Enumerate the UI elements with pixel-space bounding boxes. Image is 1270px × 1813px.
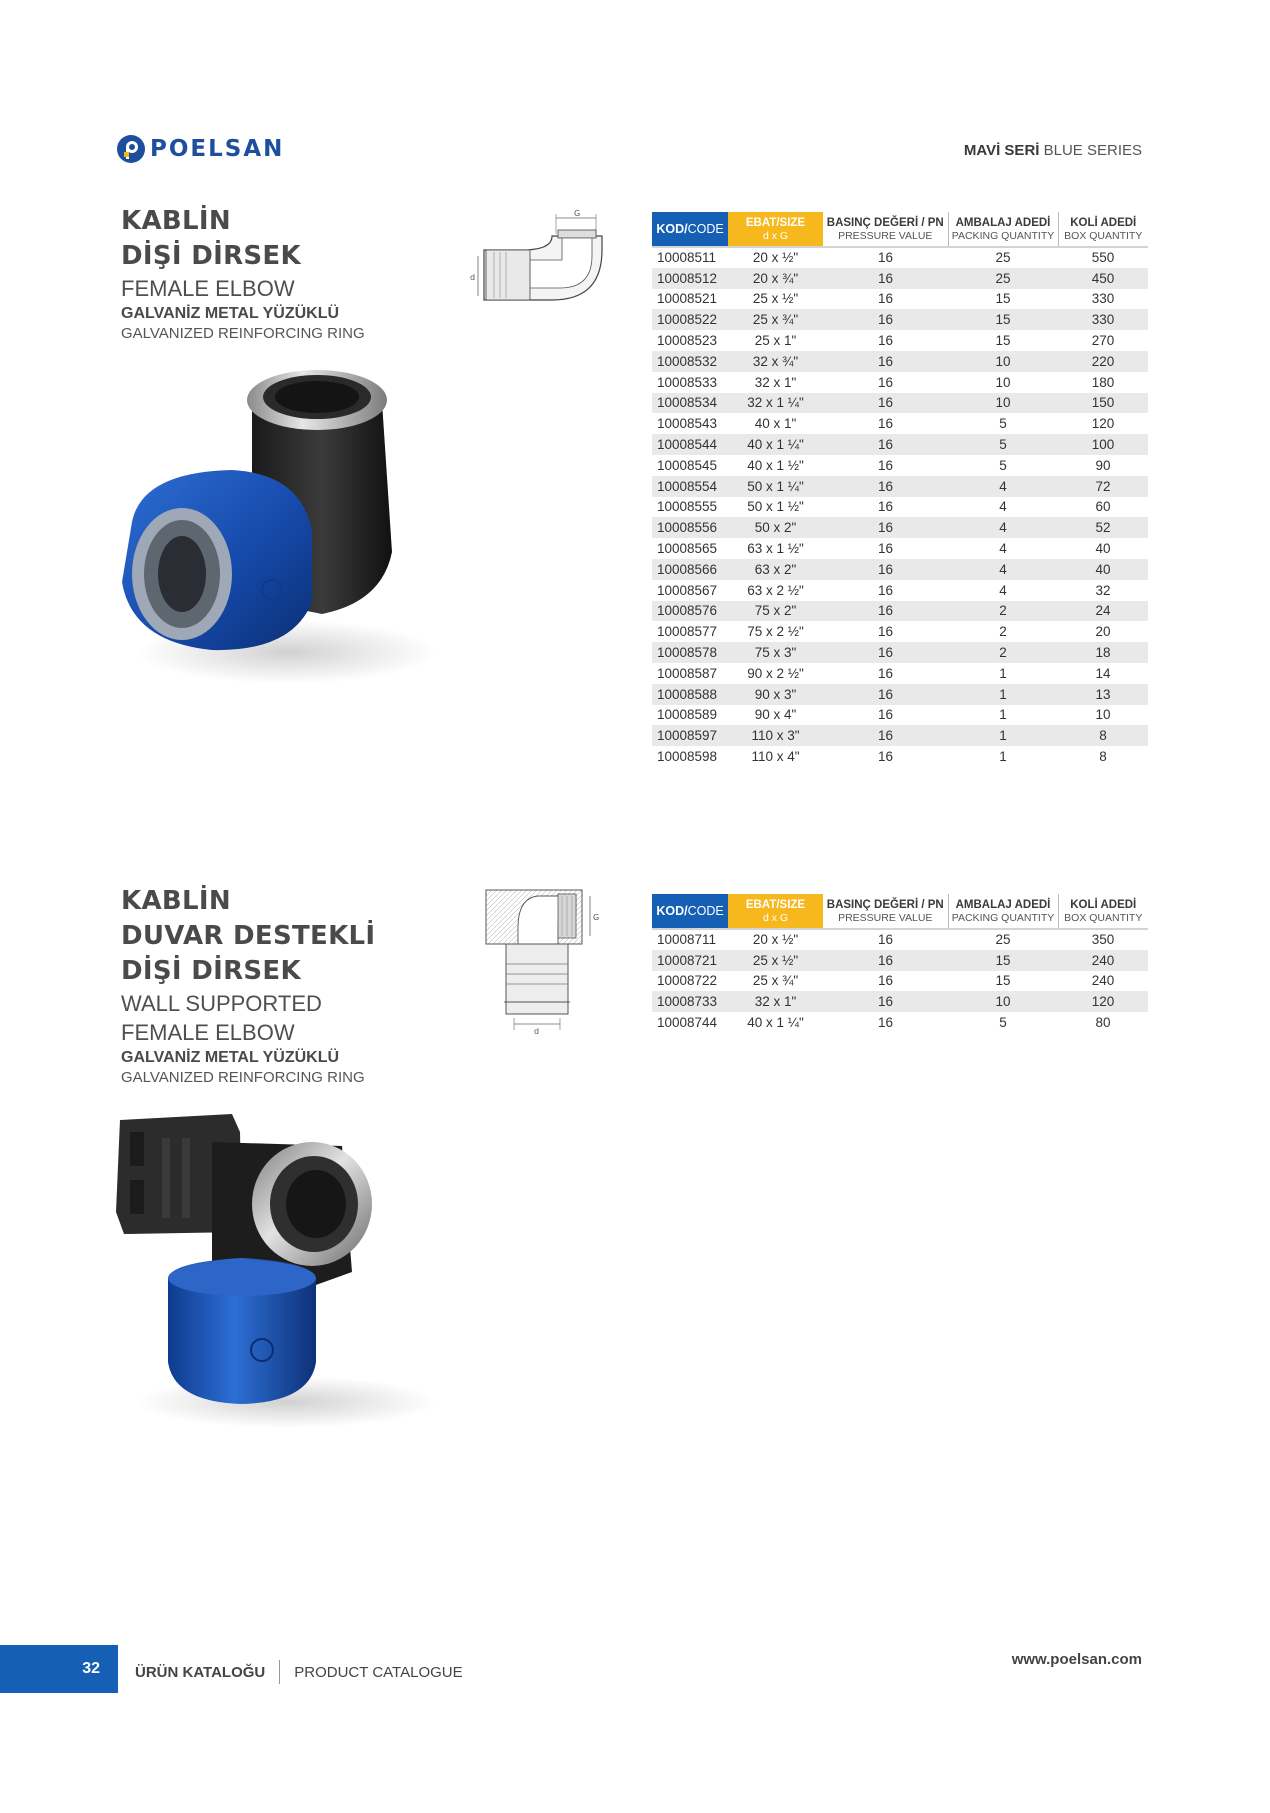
cell-code: 10008555 xyxy=(657,499,718,515)
cell-packing: 15 xyxy=(995,333,1011,349)
cell-pressure: 16 xyxy=(823,434,948,455)
cell-box: 52 xyxy=(1058,517,1148,538)
cell-packing: 1 xyxy=(999,707,1007,723)
cell-packing: 25 xyxy=(948,268,1058,289)
cell-size: 75 x 3" xyxy=(728,642,823,663)
cell-packing: 25 xyxy=(995,932,1011,948)
table-row xyxy=(652,309,1148,330)
cell-box: 40 xyxy=(1058,559,1148,580)
cell-box: 550 xyxy=(1091,250,1115,266)
cell-code: 10008533 xyxy=(657,374,718,390)
cell-size: 20 x ½" xyxy=(752,250,799,266)
cell-code: 10008576 xyxy=(652,601,728,622)
cell-packing: 4 xyxy=(948,476,1058,497)
section1-product-image xyxy=(112,352,442,692)
col-header-box: KOLİ ADEDİ BOX QUANTITY xyxy=(1058,894,1148,929)
col-header-packing: AMBALAJ ADEDİ PACKING QUANTITY xyxy=(948,894,1058,929)
cell-size: 25 x ¾" xyxy=(752,973,799,989)
cell-packing: 4 xyxy=(999,499,1007,515)
col-header-packing: AMBALAJ ADEDİ PACKING QUANTITY xyxy=(948,212,1058,247)
cell-packing: 1 xyxy=(999,749,1007,765)
table-row xyxy=(652,372,1148,393)
cell-box: 150 xyxy=(1058,393,1148,414)
cell-code: 10008523 xyxy=(657,333,718,349)
cell-code: 10008521 xyxy=(657,291,718,307)
section2-title-3: DİŞİ DİRSEK xyxy=(121,956,301,986)
table-row xyxy=(652,684,1148,705)
table-row xyxy=(652,725,1148,746)
cell-packing: 10 xyxy=(995,374,1011,390)
table-row xyxy=(652,289,1148,310)
cell-packing: 2 xyxy=(999,624,1007,640)
cell-size: 32 x 1" xyxy=(728,991,823,1012)
cell-box: 450 xyxy=(1058,268,1148,289)
cell-code: 10008556 xyxy=(652,517,728,538)
table-row xyxy=(652,476,1148,497)
catalogue-en: PRODUCT CATALOGUE xyxy=(294,1663,463,1681)
cell-box: 13 xyxy=(1058,684,1148,705)
cell-pressure: 16 xyxy=(877,291,894,307)
section1-title-2: DİŞİ DİRSEK xyxy=(121,241,301,271)
cell-size: 63 x 2" xyxy=(728,559,823,580)
cell-code: 10008588 xyxy=(652,684,728,705)
brand-name: POELSAN xyxy=(150,136,285,162)
table-row xyxy=(652,455,1148,476)
col-header-ebat: EBAT/SIZE d x G xyxy=(728,212,823,247)
table-row xyxy=(652,580,1148,601)
footer-catalogue xyxy=(135,1660,463,1684)
drawing1-g-label: G xyxy=(574,210,581,218)
website-link[interactable]: www.poelsan.com xyxy=(1011,1651,1142,1668)
table-row xyxy=(652,247,1148,268)
cell-size: 50 x 1 ¼" xyxy=(728,476,823,497)
cell-pressure: 16 xyxy=(877,665,894,681)
cell-size: 75 x 2" xyxy=(728,601,823,622)
cell-size: 40 x 1 ¼" xyxy=(747,1015,804,1031)
cell-packing: 10 xyxy=(948,991,1058,1012)
cell-code: 10008512 xyxy=(652,268,728,289)
cell-packing: 15 xyxy=(948,950,1058,971)
cell-pressure: 16 xyxy=(823,991,948,1012)
table-row xyxy=(652,351,1148,372)
section2-sub-en: GALVANIZED REINFORCING RING xyxy=(121,1069,365,1086)
cell-pressure: 16 xyxy=(877,499,894,515)
drawing2-d-label: d xyxy=(534,1027,540,1034)
cell-packing: 4 xyxy=(948,517,1058,538)
cell-code: 10008733 xyxy=(652,991,728,1012)
cell-pressure: 16 xyxy=(877,1015,894,1031)
table-row xyxy=(652,330,1148,351)
cell-pressure: 16 xyxy=(823,393,948,414)
table-row xyxy=(652,746,1148,767)
section2-sub-tr: GALVANİZ METAL YÜZÜKLÜ xyxy=(121,1049,340,1066)
cell-pressure: 16 xyxy=(877,932,894,948)
cell-code: 10008545 xyxy=(657,457,718,473)
table-row xyxy=(652,1012,1148,1033)
cell-box: 270 xyxy=(1091,333,1115,349)
table-row xyxy=(652,621,1148,642)
section1-title-en: FEMALE ELBOW xyxy=(121,276,295,301)
cell-size: 75 x 2 ½" xyxy=(747,624,804,640)
catalogue-tr: ÜRÜN KATALOĞU xyxy=(135,1663,266,1681)
cell-code: 10008744 xyxy=(657,1015,718,1031)
drawing2-g-label: G xyxy=(593,913,600,922)
cell-box: 350 xyxy=(1091,932,1115,948)
cell-size: 20 x ½" xyxy=(752,932,799,948)
section2-title-en-1: WALL SUPPORTED xyxy=(121,991,322,1016)
cell-pressure: 16 xyxy=(877,541,894,557)
cell-box: 24 xyxy=(1058,601,1148,622)
cell-box: 220 xyxy=(1058,351,1148,372)
cell-size: 40 x 1 ½" xyxy=(747,457,804,473)
cell-size: 25 x ½" xyxy=(728,950,823,971)
cell-code: 10008578 xyxy=(652,642,728,663)
section2-title-1: KABLİN xyxy=(121,886,231,916)
table-row xyxy=(652,991,1148,1012)
cell-pressure: 16 xyxy=(877,416,894,432)
section2-title-en-2: FEMALE ELBOW xyxy=(121,1020,295,1045)
section2-product-image xyxy=(112,1112,442,1430)
cell-packing: 2 xyxy=(948,601,1058,622)
cell-packing: 15 xyxy=(948,309,1058,330)
cell-code: 10008554 xyxy=(652,476,728,497)
drawing1-d-label: d xyxy=(470,273,476,282)
poelsan-logo-icon xyxy=(116,134,146,164)
cell-packing: 2 xyxy=(948,642,1058,663)
brand-logo xyxy=(116,134,284,164)
cell-code: 10008511 xyxy=(657,250,717,266)
cell-code: 10008589 xyxy=(657,707,718,723)
table-row xyxy=(652,268,1148,289)
cell-code: 10008598 xyxy=(657,749,718,765)
cell-pressure: 16 xyxy=(823,476,948,497)
cell-box: 40 xyxy=(1095,541,1111,557)
table-row xyxy=(652,950,1148,971)
cell-size: 32 x 1 ¼" xyxy=(728,393,823,414)
cell-pressure: 16 xyxy=(877,457,894,473)
table-row xyxy=(652,705,1148,726)
cell-box: 90 xyxy=(1095,457,1111,473)
cell-size: 110 x 4" xyxy=(751,749,800,765)
cell-code: 10008565 xyxy=(657,541,718,557)
cell-packing: 5 xyxy=(999,416,1007,432)
cell-size: 63 x 2 ½" xyxy=(747,582,804,598)
cell-packing: 15 xyxy=(995,291,1011,307)
cell-packing: 5 xyxy=(999,457,1007,473)
cell-pressure: 16 xyxy=(823,559,948,580)
table-row xyxy=(652,663,1148,684)
section1-sub-tr: GALVANİZ METAL YÜZÜKLÜ xyxy=(121,305,340,322)
cell-pressure: 16 xyxy=(877,749,894,765)
table-row xyxy=(652,497,1148,518)
cell-pressure: 16 xyxy=(823,684,948,705)
cell-box: 8 xyxy=(1099,749,1107,765)
cell-pressure: 16 xyxy=(823,309,948,330)
table-row xyxy=(652,434,1148,455)
cell-packing: 1 xyxy=(948,725,1058,746)
cell-packing: 1 xyxy=(948,684,1058,705)
cell-size: 32 x 1" xyxy=(754,374,797,390)
cell-box: 120 xyxy=(1058,991,1148,1012)
cell-box: 20 xyxy=(1095,624,1111,640)
cell-box: 240 xyxy=(1058,950,1148,971)
section2-titles xyxy=(121,884,375,1088)
cell-code: 10008711 xyxy=(657,932,717,948)
series-en: BLUE SERIES xyxy=(1043,142,1142,159)
cell-box: 240 xyxy=(1091,973,1115,989)
cell-pressure: 16 xyxy=(823,725,948,746)
cell-pressure: 16 xyxy=(823,517,948,538)
cell-pressure: 16 xyxy=(877,333,894,349)
col-header-kod: KOD/CODE xyxy=(652,212,728,247)
cell-packing: 15 xyxy=(995,973,1011,989)
cell-code: 10008566 xyxy=(652,559,728,580)
cell-pressure: 16 xyxy=(823,950,948,971)
section2-product-table xyxy=(652,894,1148,1033)
table-row xyxy=(652,601,1148,622)
col-header-pn: BASINÇ DEĞERİ / PN PRESSURE VALUE xyxy=(823,894,948,929)
table-row xyxy=(652,642,1148,663)
section2-title-2: DUVAR DESTEKLİ xyxy=(121,921,376,951)
cell-code: 10008722 xyxy=(657,973,718,989)
page-number: 32 xyxy=(0,1645,118,1693)
cell-size: 90 x 4" xyxy=(754,707,797,723)
table-row xyxy=(652,413,1148,434)
cell-pressure: 16 xyxy=(877,250,894,266)
cell-code: 10008587 xyxy=(657,665,718,681)
footer-divider xyxy=(279,1660,280,1684)
section1-product-table xyxy=(652,212,1148,767)
table-row xyxy=(652,559,1148,580)
series-tr: MAVİ SERİ xyxy=(963,142,1040,159)
col-header-kod: KOD/CODE xyxy=(652,894,728,929)
cell-code: 10008543 xyxy=(657,416,718,432)
cell-packing: 5 xyxy=(948,434,1058,455)
cell-pressure: 16 xyxy=(877,973,894,989)
cell-box: 10 xyxy=(1095,707,1111,723)
cell-size: 25 x 1" xyxy=(754,333,797,349)
section1-titles xyxy=(121,204,365,344)
cell-size: 90 x 2 ½" xyxy=(747,665,804,681)
table-header-row xyxy=(652,894,1148,929)
cell-pressure: 16 xyxy=(877,707,894,723)
table-row xyxy=(652,517,1148,538)
cell-pressure: 16 xyxy=(877,582,894,598)
cell-packing: 10 xyxy=(948,393,1058,414)
cell-pressure: 16 xyxy=(823,642,948,663)
cell-box: 60 xyxy=(1095,499,1111,515)
cell-code: 10008567 xyxy=(657,582,718,598)
cell-box: 8 xyxy=(1058,725,1148,746)
cell-box: 80 xyxy=(1095,1015,1111,1031)
section1-sub-en: GALVANIZED REINFORCING RING xyxy=(121,325,365,342)
cell-size: 50 x 1 ½" xyxy=(747,499,804,515)
cell-box: 120 xyxy=(1091,416,1115,432)
cell-code: 10008544 xyxy=(652,434,728,455)
section2-technical-drawing xyxy=(478,884,604,1034)
cell-size: 50 x 2" xyxy=(728,517,823,538)
cell-size: 40 x 1 ¼" xyxy=(728,434,823,455)
cell-packing: 5 xyxy=(999,1015,1007,1031)
cell-box: 330 xyxy=(1058,309,1148,330)
table-row xyxy=(652,538,1148,559)
cell-code: 10008577 xyxy=(657,624,718,640)
cell-box: 32 xyxy=(1095,582,1111,598)
cell-box: 100 xyxy=(1058,434,1148,455)
cell-size: 110 x 3" xyxy=(728,725,823,746)
section1-title-1: KABLİN xyxy=(121,206,231,236)
cell-packing: 4 xyxy=(999,582,1007,598)
cell-code: 10008597 xyxy=(652,725,728,746)
cell-size: 25 x ¾" xyxy=(728,309,823,330)
table-row xyxy=(652,929,1148,950)
section1-technical-drawing xyxy=(466,210,608,314)
col-header-ebat: EBAT/SIZE d x G xyxy=(728,894,823,929)
cell-size: 32 x ¾" xyxy=(728,351,823,372)
cell-size: 20 x ¾" xyxy=(728,268,823,289)
table-header-row xyxy=(652,212,1148,247)
cell-packing: 4 xyxy=(999,541,1007,557)
cell-packing: 25 xyxy=(995,250,1011,266)
cell-size: 25 x ½" xyxy=(752,291,799,307)
cell-pressure: 16 xyxy=(823,351,948,372)
cell-size: 40 x 1" xyxy=(754,416,797,432)
cell-code: 10008532 xyxy=(652,351,728,372)
cell-size: 90 x 3" xyxy=(728,684,823,705)
cell-pressure: 16 xyxy=(823,268,948,289)
cell-code: 10008534 xyxy=(652,393,728,414)
cell-packing: 4 xyxy=(948,559,1058,580)
cell-box: 14 xyxy=(1095,665,1111,681)
cell-packing: 10 xyxy=(948,351,1058,372)
cell-size: 63 x 1 ½" xyxy=(747,541,804,557)
cell-pressure: 16 xyxy=(823,601,948,622)
col-header-pn: BASINÇ DEĞERİ / PN PRESSURE VALUE xyxy=(823,212,948,247)
cell-code: 10008522 xyxy=(652,309,728,330)
cell-box: 72 xyxy=(1058,476,1148,497)
cell-packing: 1 xyxy=(999,665,1007,681)
series-label xyxy=(964,142,1142,159)
cell-box: 180 xyxy=(1091,374,1115,390)
cell-code: 10008721 xyxy=(652,950,728,971)
table-row xyxy=(652,971,1148,992)
cell-pressure: 16 xyxy=(877,624,894,640)
table-row xyxy=(652,393,1148,414)
cell-pressure: 16 xyxy=(877,374,894,390)
cell-box: 18 xyxy=(1058,642,1148,663)
cell-box: 330 xyxy=(1091,291,1115,307)
col-header-box: KOLİ ADEDİ BOX QUANTITY xyxy=(1058,212,1148,247)
